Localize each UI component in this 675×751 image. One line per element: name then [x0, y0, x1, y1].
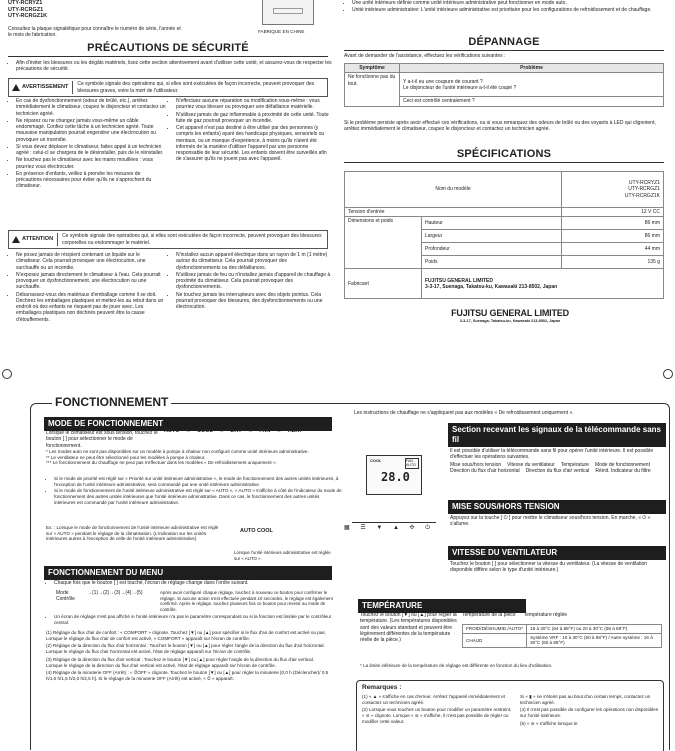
remarks-title: Remarques :: [362, 684, 402, 691]
remark: (2) Lorsque vous touchez un bouton pour modifier un paramètre restreint, « ⊘ » clignote. Lorsque « ⊘ » s'affiche, il n'est pas possible de régler ou modifier cette valeur.: [362, 707, 512, 724]
problem-item: Y a-t-il eu une coupure de courant ?: [403, 78, 483, 85]
caution-box: [8, 230, 328, 249]
operation-title: FONCTIONNEMENT: [52, 395, 171, 410]
safety-intro: [8, 60, 334, 74]
mode-title: MODE DE FONCTIONNEMENT: [44, 417, 332, 431]
fan-button-icon[interactable]: ✣: [409, 525, 415, 531]
display-temperature: 28.0: [381, 470, 410, 484]
receiver-item: Température: [560, 462, 589, 468]
top-bullets: [344, 0, 670, 15]
symptom-header: Symptôme: [345, 64, 400, 73]
troubleshooting-footer: Si le problème persiste après avoir effectué ces vérifications, ou si vous remarquez des odeurs de brûlé ou des voyants à LED qui clignotent, arrêtez immédiatement le climatiseur, coupez le disjoncteur et contactez un technicien agréé.: [344, 120, 656, 133]
receiver-item: Direction du flux d'air vertical: [525, 468, 590, 475]
caution-item: • Ne posez jamais de récipient contenant un liquide sur le climatiseur. Cela pourrait provoquer une électrocution, une surchauffe ou un incendie.: [16, 252, 166, 271]
model-name: UTY-RCRGZ1K: [8, 13, 48, 20]
temperature-title: TEMPÉRATURE: [358, 599, 526, 613]
menu-step: (1) Réglage du flux d'air de confort : « COMFORT » clignote. Touchez [▼] ou [▲] pour spécifier si le flux d'air de confort est activé ou pas. Lorsque le réglage du flux d'air de confort est activé, « COMFORT » apparaît sur l'écran de contrôle.: [46, 630, 326, 641]
spec-maker-label: Fabricant: [345, 269, 422, 299]
remark: (1) « ▲ » s'affiche en cas d'erreur. Arrêtez l'appareil immédiatement et contactez un technicien agréé.: [362, 694, 505, 705]
fan-speed-text: Touchez le bouton [ ] pour sélectionner la vitesse du ventilateur. (La vitesse de ventilation disponible diffère selon le type d'unité intérieure.): [450, 561, 648, 574]
mode-note: * Les modes auto ne sont pas disponibles sur un modèle à pompe à chaleur non configuré comme unité intérieure administrative.: [46, 449, 309, 454]
troubleshooting-table: [344, 63, 664, 107]
spec-voltage: 12 V CC: [562, 208, 664, 217]
spec-model: UTY-RCRGZ1K: [624, 192, 660, 199]
warning-item: • En cas de dysfonctionnement (odeur de brûlé, etc.), arrêtez immédiatement le climatiseur, coupez le disjoncteur et contactez un technicien agréé.: [16, 98, 166, 117]
power-title: MISE SOUS/HORS TENSION: [448, 500, 666, 514]
power-text: Appuyez sur la touche [ ⏻ ] pour mettre le climatiseur sous/hors tension. En marche, « ⏻ » s'allume.: [450, 515, 651, 528]
warning-label: AVERTISSEMENT: [22, 84, 69, 91]
registration-mark-icon: [2, 369, 12, 379]
warning-item: • N'effectuez aucune réparation ou modification vous-même : vous pourriez vous blesser ou provoquer une défaillance matérielle.: [176, 98, 331, 111]
mode-fan: FAN: [259, 428, 271, 434]
remark: (5) « ⊘ » s'affiche lorsque le: [520, 720, 578, 726]
remarks-left: [362, 694, 512, 725]
mode-auto: AUTO: [164, 428, 180, 434]
auto-cool-caption: Lorsque l'unité intérieure administrative est réglée sur « AUTO ».: [234, 550, 331, 561]
remarks-right: [520, 694, 658, 727]
set-temp-legend: Température réglée: [523, 612, 568, 618]
menu-step: (4) Réglage de la minuterie OFF (Arrêt) : « ⏱OFF » clignote. Touchez le bouton [▼] ou [▲] pour régler la minuterie [0,0 h (Déclencher)/ 0,5 h/1,0 h/1,5 h/2,0 h/2,5 h]. Si le réglage de la minuterie OFF (Arrêt) est activé, « ⏱ » apparaît.: [46, 670, 329, 682]
specs-table: [344, 171, 664, 299]
model-list: [8, 0, 128, 20]
menu-flow-steps: →(1)→(2)→(3)→(4)→(5): [87, 590, 143, 596]
warning-item: • En présence d'enfants, veillez à prendre les mesures de précautions nécessaires pour éviter qu'ils ne s'approchent du climatiseur.: [16, 171, 166, 190]
menu-flow-note: Après avoir configuré chaque réglage, touchez à nouveau ce bouton pour confirmer le réglage. Si aucune action n'est effectuée pendant 10 secondes, le réglage est également confirmé. Après le réglage, touchez plusieurs fois ce bouton pour revenir au mode de contrôle.: [160, 590, 333, 612]
spec-model: UTY-RCRGZ1: [628, 186, 660, 193]
temperature-text: Touchez le bouton [▼] ou [▲] pour régler la température. (Les températures disponibles sont des valeurs standard et peuvent être légèrement différentes de la température réelle de la pièce.): [360, 612, 457, 643]
room-temp-legend: Température de la pièce: [462, 612, 516, 618]
specs-title: SPÉCIFICATIONS: [456, 148, 552, 160]
model-name: UTY-RCRGZ1: [8, 6, 44, 13]
receiver-title: Section recevant les signaux de la télécommande sans fil: [448, 423, 666, 447]
menu-flow: [56, 590, 336, 612]
warning-list-left: [8, 98, 166, 191]
spec-dim-value: 86 mm: [562, 217, 664, 230]
logo-text: FUJITSU GENERAL LIMITED: [451, 308, 569, 318]
temp-range: Système VRF : 10 à 30°C (50 à 88°F) / Autre système : 16 à 30°C (60 à 88°F): [527, 633, 662, 647]
fujitsu-logo: [420, 308, 600, 324]
mode-button-icon[interactable]: ▦: [344, 525, 350, 531]
spec-model-values: [562, 172, 664, 208]
remark: (4) Il n'est pas possible de configurer les opérations non disponibles sur l'unité intérieure.: [520, 707, 659, 719]
specs-rule: [344, 162, 664, 163]
registration-mark-icon: [663, 369, 673, 379]
spec-dim-key: Hauteur: [422, 217, 562, 230]
mode-dry: DRY: [230, 428, 242, 434]
troubleshooting-rule: [344, 50, 664, 51]
spec-maker: [422, 269, 664, 299]
warning-desc: Ce symbole signale des opérations qui, si elles sont exécutées de façon incorrecte, peuvent provoquer des blessures graves, voire la mort de l'utilisateur.: [77, 81, 315, 94]
warning-box: [8, 78, 328, 97]
problem-item: Le disjoncteur de l'unité intérieure a-t-il été coupé ?: [403, 84, 517, 91]
receiver-item: Mode de fonctionnement: [594, 462, 650, 468]
caution-desc: Ce symbole signale des opérations qui, si elles sont exécutées de façon incorrecte, peuvent provoquer des blessures corporelles ou endommager le matériel.: [62, 233, 322, 246]
receiver-text: Il est possible d'utiliser la télécommande sans fil pour opérer l'unité intérieure. Il est possible d'effectuer les opérations suivantes.: [450, 448, 654, 461]
safety-rule: [8, 56, 328, 57]
spec-dims-label: Dimensions et poids: [345, 217, 422, 269]
menu-title: FONCTIONNEMENT DU MENU: [44, 566, 332, 580]
made-in: FABRIQUE EN CHINE: [258, 29, 305, 34]
menu-intro: [46, 580, 339, 587]
troubleshooting-title: DÉPANNAGE: [468, 36, 540, 48]
spec-dim-value: 135 g: [562, 256, 664, 269]
temp-range: 18 à 30°C (64 à 88°F) ou 20 à 30°C (68 à 88°F): [527, 625, 662, 634]
top-bullet: • Unité intérieure administrative: L'unité intérieure administrative est prioritaire pour les configurations de refroidissement et de chauffage.: [352, 7, 670, 13]
mode-bullets: [46, 476, 342, 507]
caution-list-right: [168, 252, 331, 311]
warning-icon: [12, 84, 20, 91]
mode-cycle: AUTO → COOL → DRY → FAN → HEAT: [164, 428, 303, 434]
warning-item: • Ne réparez ou ne changez jamais vous-même un câble endommagé. Confiez cette tâche à un technicien agréé. Toute mauvaise manipulation pourrait engendrer une électrocution ou provoquer un incendie.: [16, 118, 166, 143]
spec-model-label: Nom du modèle: [345, 172, 562, 208]
down-button-icon[interactable]: ▼: [376, 525, 383, 531]
logo-addr: 3-3-17, Suenaga, Takatsu-ku, Kawasaki 213-8502, Japan: [459, 319, 561, 324]
menu-step: (3) Réglage de la direction du flux d'air vertical : Touchez le bouton [▼] ou [▲] pour régler l'angle de la direction du flux d'air vertical. Lorsque le réglage de la direction du flux d'air vertical est activé, l'état de réglage apparaît sur l'écran de contrôle.: [46, 656, 315, 668]
temperature-table: [462, 624, 662, 648]
receiver-item: Vitesse du ventilateur: [507, 462, 555, 468]
warning-item: • Si vous devez déplacer le climatiseur, faites appel à un technicien agréé : celui-ci se chargera de le désinstaller, puis de le réinstaller.: [16, 144, 166, 157]
mode-heat: HEAT: [287, 428, 303, 434]
menu-item: • Un écran de réglage n'est pas affiché si l'unité intérieure n'a pas le paramètre correspondant ou si la fonction est limitée par le contrôleur central.: [54, 614, 339, 625]
mode-note: *** Le fonctionnement du chauffage ne peut pas s'effectuer dans les modèles « De refroidissement uniquement ».: [46, 460, 277, 466]
maker-addr: 3-3-17, Suenaga, Takatsu-ku, Kawasaki 213-8502, Japan: [425, 283, 558, 290]
power-button-icon[interactable]: ⏻: [425, 525, 430, 531]
temperature-legend: [462, 612, 662, 618]
nameplate-note: Consultez la plaque signalétique pour connaître le numéro de série, l'année et le mois de fabrication.: [8, 26, 181, 39]
receiver-list: [450, 462, 662, 475]
temp-mode: CHAUD: [463, 633, 527, 647]
menu-steps: [46, 630, 331, 682]
spec-dim-value: 86 mm: [562, 230, 664, 243]
caution-item: • N'installez aucun appareil électrique dans un rayon de 1 m (1 mètre) autour du climatiseur. Cela pourrait provoquer des dysfonctionnements ou des défaillances.: [176, 252, 331, 271]
heating-note: Les instructions de chauffage ne s'appliquent pas aux modèles « De refroidissement uniquement ».: [354, 410, 574, 416]
caution-item: • N'utilisez jamais de feu ou n'installez jamais d'appareil de chauffage à proximité du climatiseur. Cela pourrait provoquer des dysfonctionnements.: [176, 272, 331, 291]
caution-item: • N'exposez jamais directement le climatiseur à l'eau. Cela pourrait provoquer un dysfonctionnement, une électrocution ou une surchauffe.: [16, 272, 166, 291]
problem-cell: [400, 73, 664, 97]
menu-step: (2) Réglage de la direction du flux d'air horizontal : Touchez le bouton [▼] ou [▲] pour régler l'angle de la direction du flux d'air horizontal. Lorsque le réglage du flux d'air horizontal est activé, l'état de réglage apparaît sur l'écran de contrôle.: [46, 643, 325, 655]
warning-item: • N'utilisez jamais de gaz inflammable à proximité de cette unité. Toute fuite de gaz pourrait provoquer un incendie.: [176, 112, 331, 125]
display-fan-label: FAN AUTO: [405, 458, 419, 469]
top-bullet: • Une unité intérieure définie comme unité intérieure administrative peut fonctionner en mode auto.: [352, 0, 670, 6]
menu-items: [46, 614, 339, 626]
spec-dim-value: 44 mm: [562, 243, 664, 256]
mode-note: ** Le ventilateur ne peut être sélectionné pour les modèles à pompe à chaleur.: [46, 454, 206, 460]
mode-bullet: • Si le mode de fonctionnement de l'unité intérieure administrative est réglé sur « AUTO », « AUTO » s'affiche à côté de l'indicateur du mode de fonctionnement des autres unités intérieures que l'unité intérieure administrative. Dans ce cas, le fonctionnement des autres unités intérieures est commandé par l'unité intérieure administrative.: [54, 488, 342, 505]
menu-flow-prefix: Mode Contrôle: [56, 590, 75, 603]
warning-list-right: [168, 98, 331, 164]
safety-intro-text: • Afin d'éviter les blessures ou les dégâts matériels, lisez cette section attentivement avant d'utiliser cette unité, et assurez-vous de respecter les précautions de sécurité.: [16, 60, 334, 73]
spec-model: UTY-RCRYZ1: [628, 180, 660, 187]
spec-dim-key: Profondeur: [422, 243, 562, 256]
mode-example: Ex. : Lorsque le mode de fonctionnement de l'unité intérieure administrative est réglé sur « AUTO » pendant le réglage de la climatisation. (L'indication sur les unités intérieures autres à l'exception de celle de l'unité intérieure administrative): [46, 525, 219, 542]
menu-text: • Chaque fois que le bouton [ ] est touché, l'écran de réglage change dans l'ordre suivant.: [54, 580, 339, 586]
temperature-footnote: * La limite inférieure de la température de réglage est différente en fonction du lieu d'utilisation.: [360, 663, 553, 668]
caution-icon: [12, 236, 20, 243]
warning-item: • Ne touchez pas le climatiseur avec les mains mouillées : vous pourriez vous électrocuter.: [16, 157, 166, 170]
mode-notes: [46, 449, 334, 466]
caution-item: • Ne touchez jamais les interrupteurs avec des objets pointus. Cela pourrait provoquer des blessures, des dysfonctionnements ou une électrocution.: [176, 292, 331, 311]
receiver-item: Direction du flux d'air horizontal: [450, 468, 520, 475]
model-name: UTY-RCRYZ1: [8, 0, 43, 6]
mode-cool: COOL: [196, 428, 213, 434]
safety-title: PRÉCAUTIONS DE SÉCURITÉ: [87, 42, 249, 54]
remark: Si « ▮ » ne s'éteint pas au bout d'un certain temps, contactez un technicien agréé.: [520, 694, 651, 705]
problem-item: Ceci est contrôlé centralement ?: [400, 97, 664, 106]
problem-header: Problème: [400, 64, 664, 73]
spec-dim-key: Largeur: [422, 230, 562, 243]
receiver-item: Réinit. Indicateur du filtre: [595, 468, 651, 475]
display-mode-icon: COOL: [370, 458, 382, 463]
caution-list-left: [8, 252, 166, 324]
up-button-icon[interactable]: ▲: [392, 525, 399, 531]
spec-voltage-label: Tension d'entrée: [345, 208, 562, 217]
troubleshooting-intro: Avant de demander de l'assistance, effectuez les vérifications suivantes :: [344, 53, 506, 59]
maker-name: FUJITSU GENERAL LIMITED: [425, 277, 493, 284]
mode-bullet: • Si le mode de priorité est réglé sur « Priorité sur unité intérieure administrative », le mode de fonctionnement des autres unités intérieures, à l'exception de l'unité intérieure administrative, sera commandé par une unité intérieure administrative.: [54, 476, 342, 487]
auto-cool-indicator: AUTO COOL: [240, 528, 273, 534]
nameplate-image: [262, 0, 314, 25]
warning-item: • Cet appareil n'est pas destiné à être utilisé par des personnes (y compris les enfants) ayant des handicaps physiques, sensoriels ou mentaux, ou un manque d'expérience, à moins qu'ils n'aient été informés de la manière d'utiliser l'appareil par une personne responsable de leur sécurité. Les enfants doivent être surveillés afin de s'assurer qu'ils ne jouent pas avec l'appareil.: [176, 125, 331, 163]
receiver-item: Mise sous/hors tension: [450, 462, 502, 468]
caution-label: ATTENTION: [22, 236, 54, 243]
spec-dim-key: Poids: [422, 256, 562, 269]
symptom-cell: Ne fonctionne pas du tout.: [345, 73, 400, 106]
temp-mode: FROID/DÉSHUMID./AUTO*: [463, 625, 527, 634]
mode-text: Lorsque le climatiseur est sous tension, touchez le bouton [ ] pour sélectionner le mode de fonctionnement.: [46, 430, 158, 449]
controller-display: [366, 455, 422, 495]
menu-button-icon[interactable]: ☰: [360, 525, 366, 531]
fan-speed-title: VITESSE DU VENTILATEUR: [448, 546, 666, 560]
controller-callout-line: [352, 522, 436, 523]
caution-item: • Débarrassez-vous des matériaux d'emballage comme il se doit. Déchirez les emballages plastiques et mettez-les au rebut dans un endroit où des enfants ne risquent pas de jouer avec. Les emballages plastiques non déchirés peuvent être la cause d'étouffements.: [16, 292, 166, 323]
controller-buttons: [344, 525, 430, 533]
